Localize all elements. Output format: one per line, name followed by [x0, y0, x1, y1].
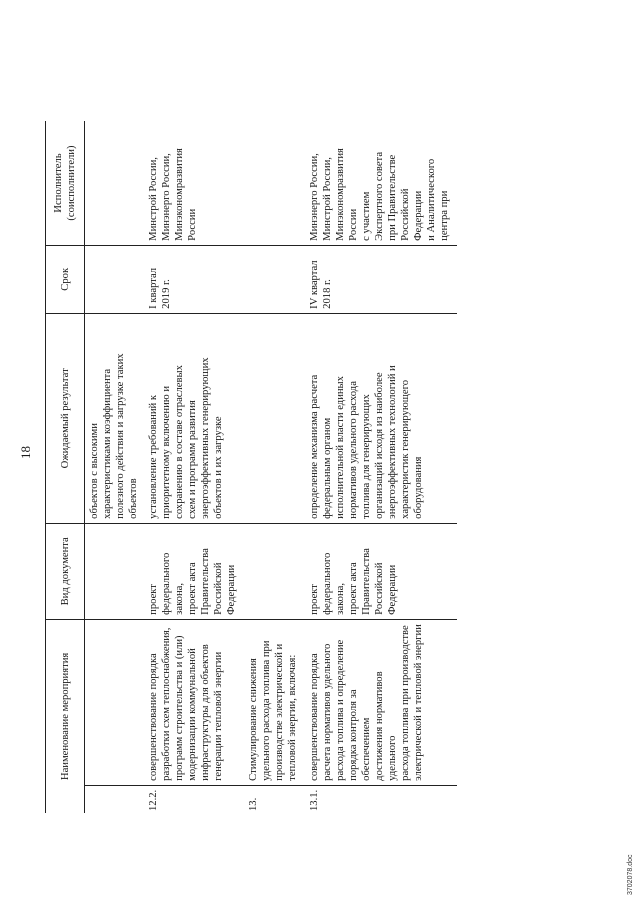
cell-executor: Минстрой России, Минэнерго России, Минэкономразвития России [144, 121, 244, 245]
cell-name: совершенствование порядка разработки схем теплоснабжения, программ строительства и (или) модернизации коммунальной инфраструктуры для объектов генерации тепловой энергии [144, 619, 244, 785]
cell-doc-type [244, 523, 305, 619]
page-number: 18 [18, 446, 33, 459]
table-row [305, 121, 457, 813]
header-result: Ожидаемый результат [46, 313, 85, 523]
document-stamp: 3702078.doc [627, 854, 634, 895]
cell-executor: Минэнерго России, Минстрой России, Минэкономразвития России с участием Экспертного совета при Правительстве Российской Федерации и Аналитического центра при [305, 121, 457, 245]
header-term: Срок [46, 245, 85, 313]
cell-result: объектов с высокими характеристиками коэффициента полезного действия и загрузке таких объектов [85, 313, 145, 523]
measures-table [45, 121, 457, 813]
cell-term: I квартал 2019 г. [144, 245, 244, 313]
table-row [144, 121, 244, 813]
cell-name: совершенствование порядка расчета нормативов удельного расхода топлива и определение порядка контроля за обеспечением достижения нормативов удельного расхода топлива при производстве электрической и тепловой энергии [305, 619, 457, 785]
table-header-row [46, 121, 85, 813]
cell-result [244, 313, 305, 523]
table-row-continuation [85, 121, 145, 813]
cell-doc-type: проект федерального закона, проект акта Правительства Российской Федерации [305, 523, 457, 619]
cell-result: определение механизма расчета федеральным органом исполнительной власти единых нормативов удельного расхода топлива для генерирующих организаций исходя из наиболее энергоэффективных технологий и характеристик генерирующего оборудования [305, 313, 457, 523]
cell-doc-type: проект федерального закона, проект акта Правительства Российской Федерации [144, 523, 244, 619]
cell-result: установление требований к приоритетному включению и сохранению в составе отраслевых схем и программ развития энергоэффективных генерирующих объектов и их загрузке [144, 313, 244, 523]
cell-num: 13. [248, 797, 259, 811]
cell-executor [244, 121, 305, 245]
header-name: Наименование мероприятия [46, 619, 85, 813]
table-row [244, 121, 305, 813]
header-executor: Исполнитель (соисполнители) [46, 121, 85, 245]
cell-num: 13.1. [309, 789, 320, 811]
cell-term: IV квартал 2018 г. [305, 245, 457, 313]
cell-name: Стимулирование снижения удельного расхода топлива при производстве электрической и тепловой энергии, включая: [244, 619, 305, 785]
cell-term [244, 245, 305, 313]
cell-num: 12.2. [148, 789, 159, 811]
header-doc-type: Вид документа [46, 523, 85, 619]
